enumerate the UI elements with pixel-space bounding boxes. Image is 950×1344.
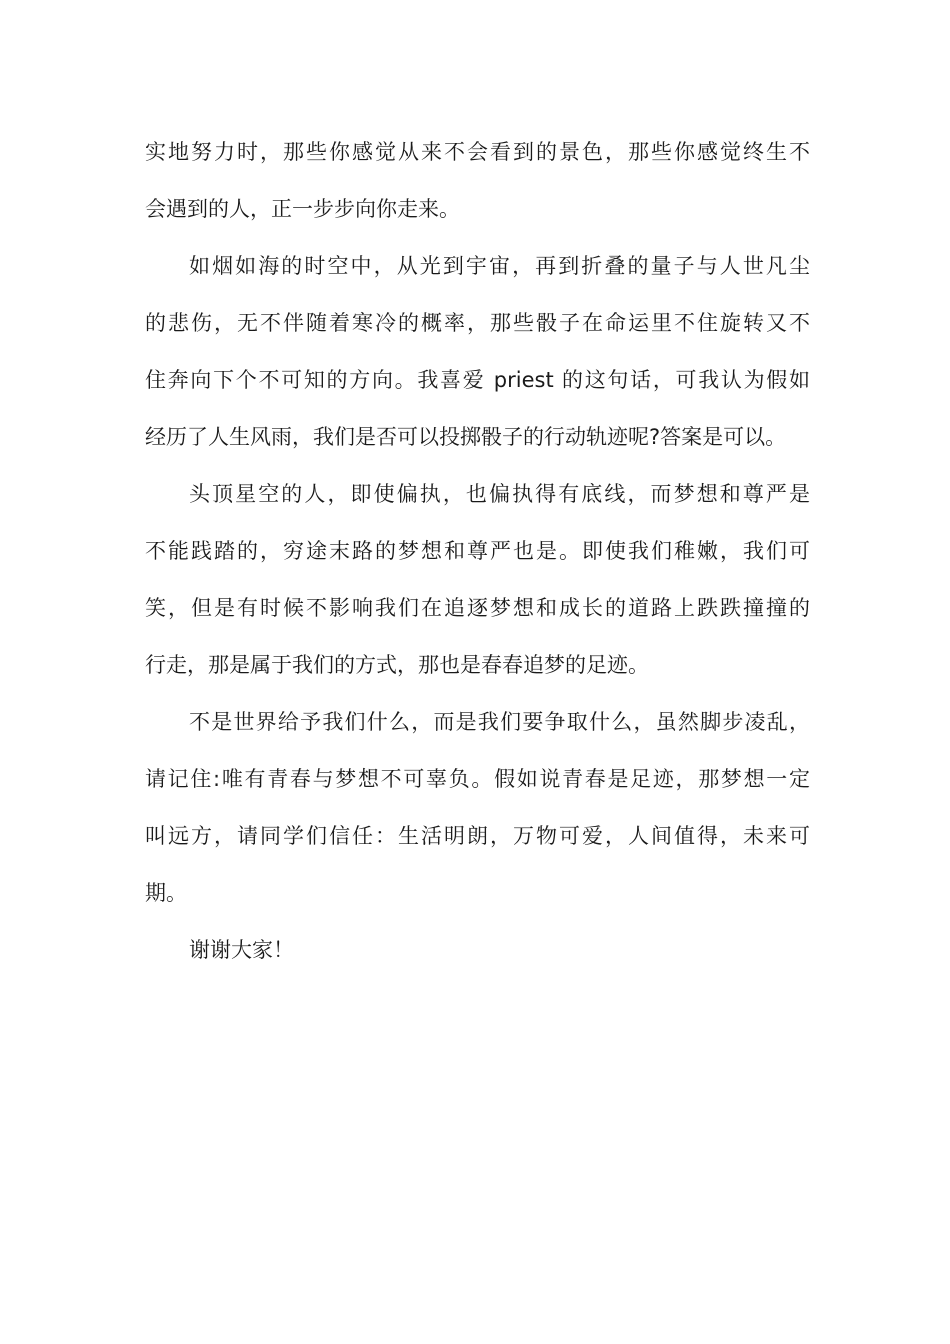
paragraph-first-line: 如烟如海的时空中，从光到宇宙，再到折叠的量子与人世凡尘 [189, 254, 810, 278]
closing-line: 谢谢大家！ [189, 938, 294, 962]
text-line: 笑，但是有时候不影响我们在追逐梦想和成长的道路上跌跌撞撞的 [145, 596, 810, 620]
paragraph-first-line: 不是世界给予我们什么，而是我们要争取什么，虽然脚步凌乱， [189, 710, 810, 734]
text-line: 行走，那是属于我们的方式，那也是春春追梦的足迹。 [145, 653, 649, 677]
text-line: 住奔向下个不可知的方向。我喜爱 priest 的这句话，可我认为假如 [145, 368, 810, 392]
text-line: 不能践踏的，穷途末路的梦想和尊严也是。即使我们稚嫩，我们可 [145, 539, 810, 563]
text-line: 实地努力时，那些你感觉从来不会看到的景色，那些你感觉终生不 [145, 140, 810, 164]
text-line: 会遇到的人，正一步步向你走来。 [145, 197, 460, 221]
text-line: 期。 [145, 881, 187, 905]
text-line: 请记住:唯有青春与梦想不可辜负。假如说青春是足迹，那梦想一定 [145, 767, 810, 791]
text-line: 经历了人生风雨，我们是否可以投掷骰子的行动轨迹呢?答案是可以。 [145, 425, 787, 449]
text-line: 的悲伤，无不伴随着寒冷的概率，那些骰子在命运里不住旋转又不 [145, 311, 810, 335]
paragraph-first-line: 头顶星空的人，即使偏执，也偏执得有底线，而梦想和尊严是 [189, 482, 810, 506]
text-line: 叫远方，请同学们信任：生活明朗，万物可爱，人间值得，未来可 [145, 824, 810, 848]
